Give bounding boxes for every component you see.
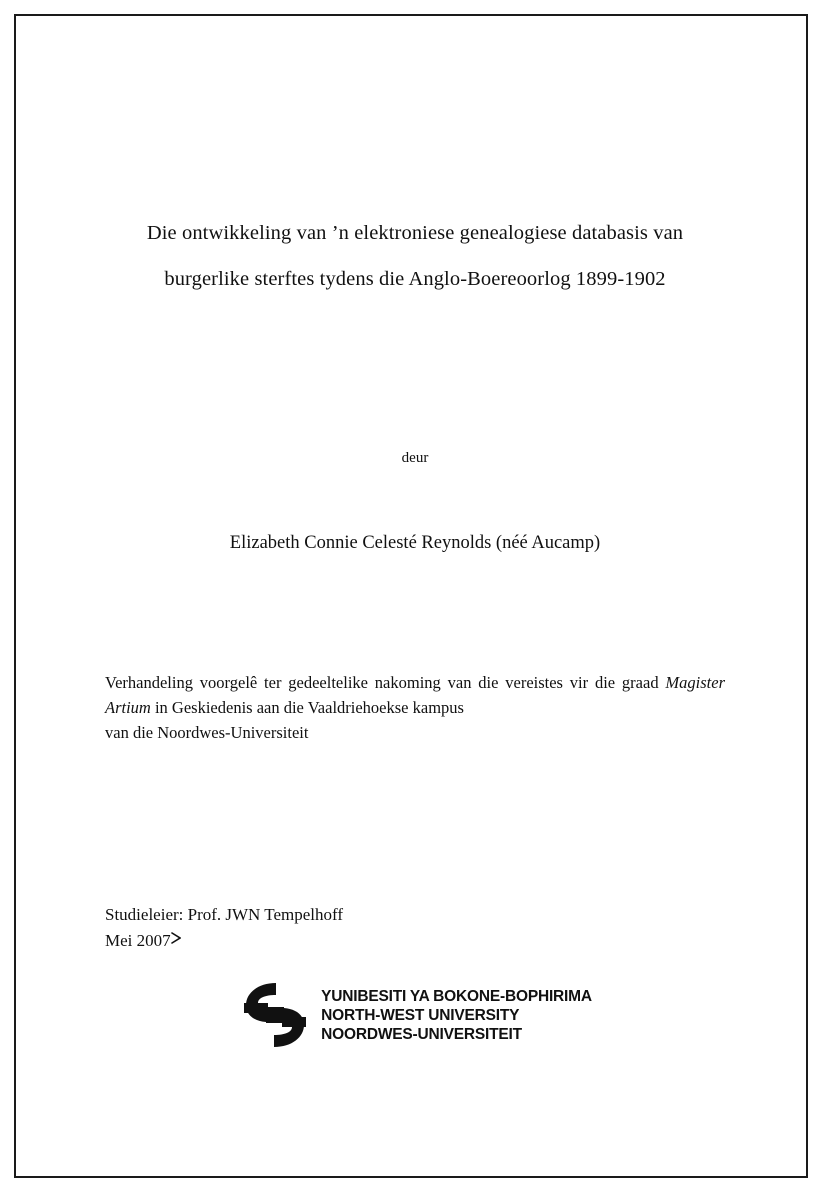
university-logo xyxy=(100,979,730,1051)
date-text: Mei 2007 xyxy=(105,931,171,950)
author-name: Elizabeth Connie Celesté Reynolds (néé Aucamp) xyxy=(229,533,601,553)
supervisor-block xyxy=(105,902,725,954)
by-label: deur xyxy=(401,450,429,466)
logo-line-1: YUNIBESITI YA BOKONE-BOPHIRIMA xyxy=(321,987,592,1005)
logo-text-block xyxy=(321,987,592,1044)
submission-statement xyxy=(105,670,725,745)
nwu-logo-icon xyxy=(238,979,312,1051)
page-title xyxy=(100,210,730,302)
page-content xyxy=(100,14,730,1178)
supervisor-line: Studieleier: Prof. JWN Tempelhoff xyxy=(105,905,344,924)
degree-name: Magister Artium xyxy=(105,673,725,717)
title-line-1: Die ontwikkeling van ’n elektroniese genealogiese databasis van xyxy=(146,222,684,244)
logo-line-2: NORTH-WEST UNIVERSITY xyxy=(321,1006,520,1024)
submission-part-2: in Geskiedenis aan die Vaaldriehoekse kampus xyxy=(150,698,464,717)
logo-line-3: NOORDWES-UNIVERSITEIT xyxy=(321,1025,522,1043)
submission-part-1: Verhandeling voorgelê ter gedeeltelike nakoming van die vereistes vir die graad xyxy=(105,673,666,692)
date-line xyxy=(105,928,181,954)
pen-mark xyxy=(171,927,181,953)
submission-part-3: van die Noordwes-Universiteit xyxy=(105,723,309,742)
title-line-2: burgerlike sterftes tydens die Anglo-Boereoorlog 1899-1902 xyxy=(164,268,666,290)
